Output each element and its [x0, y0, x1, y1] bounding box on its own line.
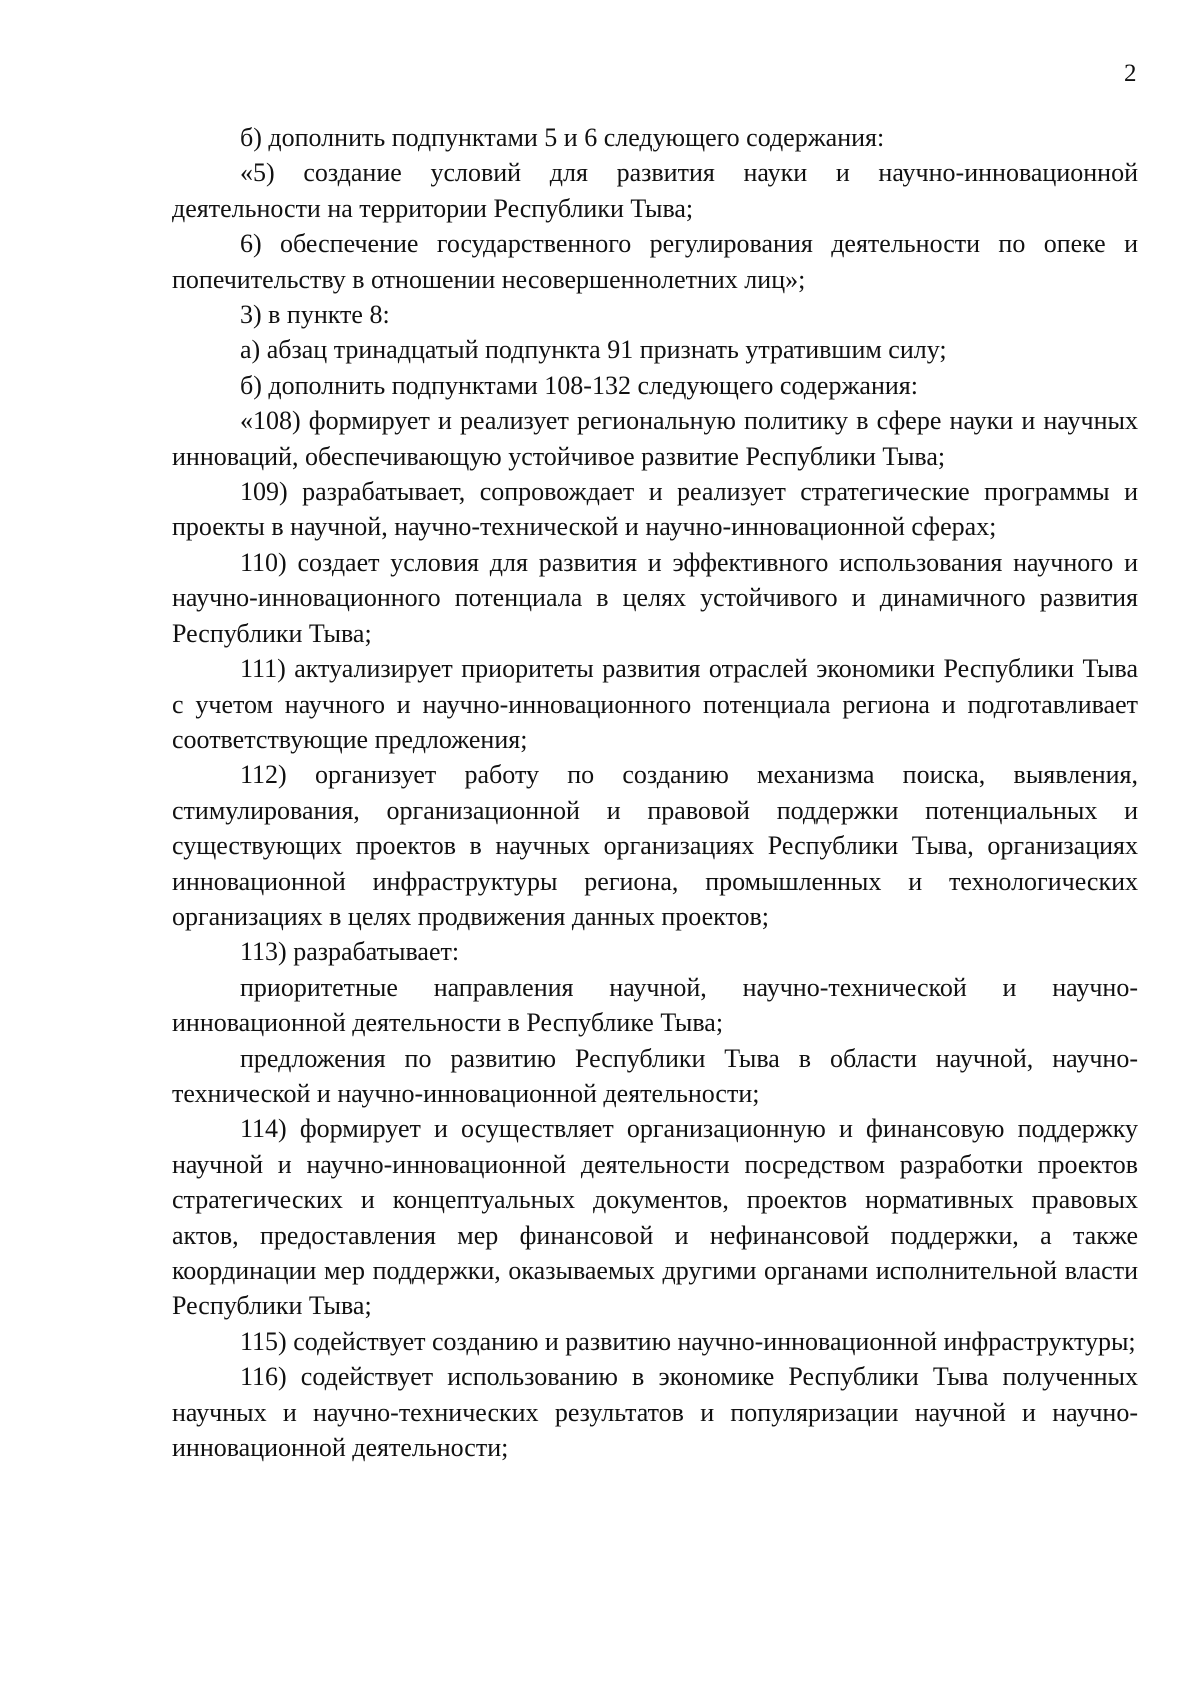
- paragraph: предложения по развитию Республики Тыва в области научной, научно-технической и научно-инновационной деятельности;: [172, 1043, 1138, 1108]
- paragraph: б) дополнить подпунктами 108-132 следующего содержания:: [240, 370, 918, 400]
- paragraph: б) дополнить подпунктами 5 и 6 следующего содержания:: [240, 123, 885, 152]
- paragraph: 6) обеспечение государственного регулирования деятельности по опеке и попечительству в отношении несовершеннолетних лиц»;: [172, 229, 1138, 294]
- paragraph: 3) в пункте 8:: [240, 300, 390, 330]
- paragraph: «108) формирует и реализует региональную политику в сфере науки и научных инноваций, обеспечивающую устойчивое развитие Республики Тыва;: [172, 406, 1138, 471]
- paragraph: 109) разрабатывает, сопровождает и реализует стратегические программы и проекты в научной, научно-технической и научно-инновационной сферах;: [172, 477, 1138, 542]
- paragraph: 115) содействует созданию и развитию научно-инновационной инфраструктуры;: [240, 1326, 1136, 1356]
- paragraph: 110) создает условия для развития и эффективного использования научного и научно-инновационного потенциала в целях устойчивого и динамичного развития Республики Тыва;: [172, 547, 1138, 648]
- paragraph: 111) актуализирует приоритеты развития отраслей экономики Республики Тыва с учетом научного и научно-инновационного потенциала региона и подготавливает соответствующие предложения;: [172, 654, 1138, 754]
- paragraph: а) абзац тринадцатый подпункта 91 признать утратившим силу;: [240, 335, 947, 365]
- paragraph: приоритетные направления научной, научно-технической и научно-инновационной деятельности в Республике Тыва;: [172, 972, 1138, 1038]
- paragraph: 114) формирует и осуществляет организационную и финансовую поддержку научной и научно-инновационной деятельности посредством разработки проектов стратегических и концептуальных документов, проектов нормативных правовых актов, предоставления мер финансовой и нефинансовой поддержки, а также координации мер поддержки, оказываемых другими органами исполнительной власти Республики Тыва;: [172, 1114, 1138, 1321]
- paragraph: «5) создание условий для развития науки и научно-инновационной деятельности на территории Республики Тыва;: [172, 158, 1138, 223]
- paragraph: 113) разрабатывает:: [240, 937, 460, 967]
- document-body: [172, 120, 1138, 1465]
- paragraph: 116) содействует использованию в экономике Республики Тыва полученных научных и научно-технических результатов и популяризации научной и научно-инновационной деятельности;: [172, 1362, 1138, 1463]
- paragraph: 112) организует работу по созданию механизма поиска, выявления, стимулирования, организационной и правовой поддержки потенциальных и существующих проектов в научных организациях Республики Тыва, организациях инновационной инфраструктуры региона, промышленных и технологических организациях в целях продвижения данных проектов;: [172, 760, 1138, 931]
- page-number: 2: [1124, 60, 1137, 87]
